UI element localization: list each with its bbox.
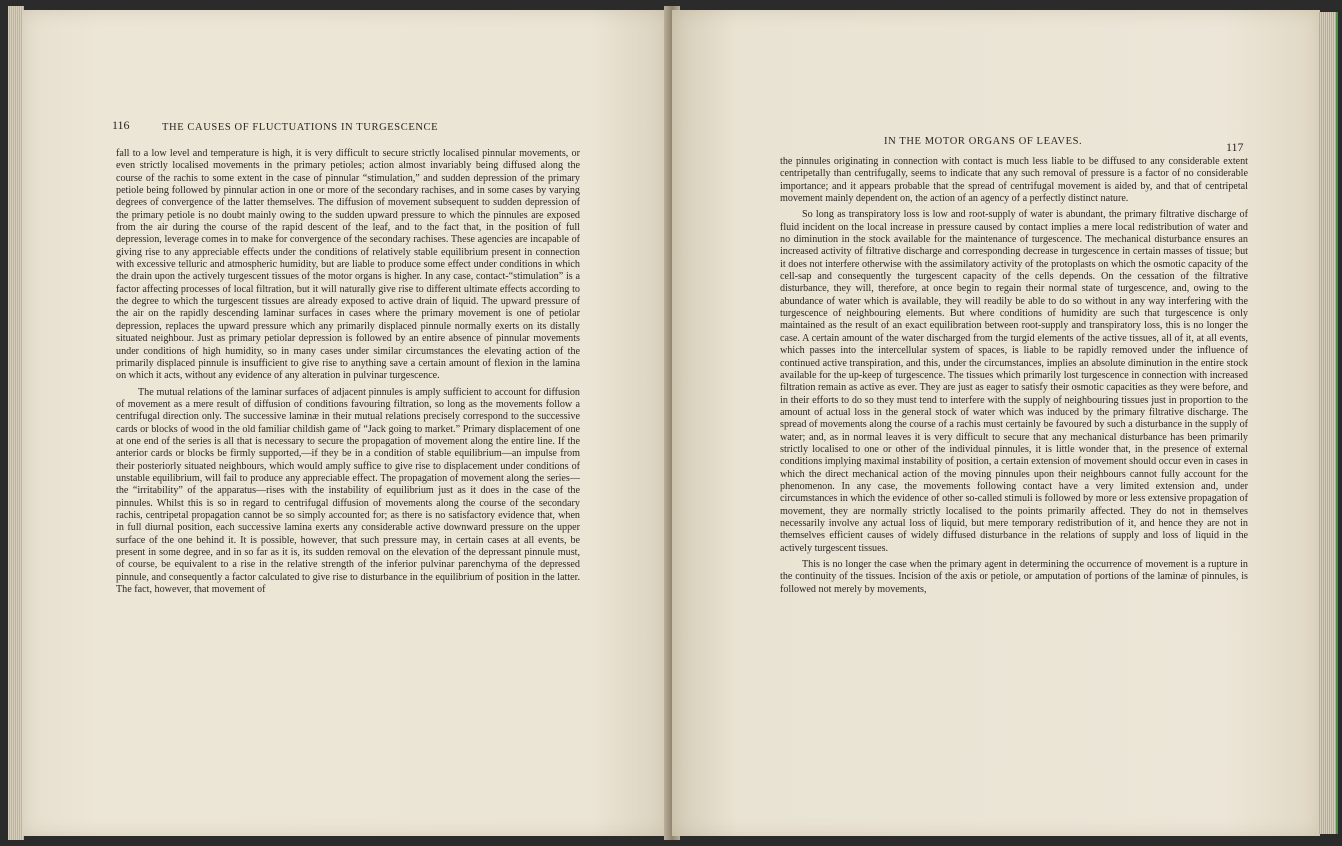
paragraph: the pinnules originating in connection with contact is much less liable to be diffused to any considerable extent centripetally than centrifugally, seems to indicate that any such removal of pressure is a factor of no considerable importance; and it appears probable that the spread of centrifugal movement is aided by, and that of centripetal movement mainly dependent on, the action of an agency of a perfectly distinct nature. [780,156,1248,205]
paragraph: The mutual relations of the laminar surfaces of adjacent pinnules is amply sufficient to account for diffusion of movement as a mere result of diffusion of conditions favouring filtration, so long as the movements follow a centrifugal direction only. The successive laminæ in their mutual relations precisely correspond to the successive cards or blocks of wood in the old familiar childish game of “Jack going to market.” Primary displacement of one at one end of the series is all that is necessary to secure the propagation of movement along the entire line. If the anterior cards or blocks be firmly supported,—if they be in a condition of stable equilibrium—an impulse from their posteriorly situated neighbours, which would amply suffice to give rise to displacement under conditions of unstable equilibrium, will fail to produce any appreciable effect. The propagation of movement along the series—the “irritability” of the apparatus—rises with the instability of equilibrium just as it does in the case of the pinnules. Whilst this is so in regard to centrifugal diffusion of movements along the course of the secondary rachis, centripetal propagation cannot be so simply accounted for; as there is no satisfactory evidence that, when in full diurnal position, each successive lamina exerts any considerable active downward pressure on the upper surface of the one behind it. It is possible, however, that such pressure may, in certain cases at all events, be present in some degree, and in so far as it is, its sudden removal on the elevation of the depressant pinnule must, of course, be equivalent to a rise in the relative strength of the inferior pulvinar parenchyma of the depressed pinnule, and consequently a factor calculated to give rise to disturbance in the equilibrium of position in the latter. The fact, however, that movement of [116,386,580,596]
page-number: 117 [1226,140,1244,154]
right-page [672,10,1320,836]
running-head: IN THE MOTOR ORGANS OF LEAVES. [884,136,1083,147]
paragraph: This is no longer the case when the primary agent in determining the occurrence of movement is a rupture in the continuity of the tissues. Incision of the axis or petiole, or amputation of portions of the laminæ of pinnules, is followed not merely by movements, [780,559,1248,595]
body-text [780,156,1248,596]
left-page [22,10,670,836]
page-number: 116 [112,118,130,132]
right-page-edges [1318,12,1338,834]
body-text [116,148,580,596]
running-head: THE CAUSES OF FLUCTUATIONS IN TURGESCENCE [162,122,439,133]
paragraph: So long as transpiratory loss is low and root-supply of water is abundant, the primary filtrative discharge of fluid incident on the local increase in pressure caused by contact implies a mere local redistribution of water and no diminution in the stock available for the maintenance of turgescence. The mechanical disturbance ensures an increased activity of filtrative discharge and corresponding decrease in turgescence in certain masses of tissue; but it does not interfere otherwise with the assimilatory activity of the protoplasts on which the osmotic capacity of the cell-sap and consequently the turgescent capacity of the cells depends. On the cessation of the filtrative disturbance, they will, therefore, at once begin to regain their normal state of turgescence, and, owing to the abundance of water which is available, they will readily be able to do so without in any way interfering with the turgescence of neighbouring elements. But where conditions of humidity are such that turgescence is only maintained as the result of an exact equilibration between root-supply and transpiratory loss, this is no longer the case. A certain amount of the water discharged from the turgid elements of the active tissues, all of it, at all events, which passes into the intercellular system of spaces, is liable to be rapidly removed under the influence of continued active transpiration, and this, under the circumstances, implies an absolute diminution in the entire stock available for the up-keep of turgescence. The tissues which primarily lost turgescence in connection with increased filtration remain as active as ever. They are just as eager to satisfy their osmotic capacities as they were before, and in their efforts to do so they must tend to interfere with the supply of neighbouring tissues just in proportion to the amount of actual loss in the general stock of water which was induced by the primary filtrative discharge. The spread of movements along the course of a rachis must certainly be favoured by such a disturbance in the supply of water; and, as in normal leaves it is very difficult to secure that any mechanical disturbance has been primarily strictly localised to one or other of the individual pinnules, it is little wonder that, in the presence of external conditions implying maximal instability of position, a certain extension of movement should occur even in cases in which the direct mechanical action of the moving pinnules upon their neighbours cannot fully account for the phenomenon. In any case, the movements following contact have a very limited extension and, under circumstances in which the evidence of other so-called stimuli is followed by more or less extensive propagation of movement, they are normally strictly localised to the points primarily affected. They do not in themselves necessarily involve any actual loss of liquid, but mere temporary redistribution of it, and hence they are not in themselves efficient causes of widely diffused disturbance in the relations of supply and loss of liquid in the actively turgescent tissues. [780,209,1248,554]
paragraph: fall to a low level and temperature is high, it is very difficult to secure strictly localised pinnular movements, or even strictly localised movements in the primary petioles; action almost invariably being diffused along the course of the rachis to some extent in the case of pinnular “stimulation,” and sudden depression of the primary petiole being followed by pinnular action in one or more of the secondary rachises, and in some cases by varying degrees of convergence of the latter themselves. The diffusion of movement subsequent to sudden depression of the primary petiole is no doubt mainly owing to the sudden upward pressure to which the pinnules are exposed from the air during the course of the rapid descent of the leaf, and to the fact that, in the position of full depression, leverage comes in to make for convergence of the secondary rachises. These agencies are incapable of giving rise to any appreciable effects under the conditions of relatively stable equilibrium present in connection with excessive telluric and atmospheric humidity, but are liable to produce some effect under conditions in which the drain upon the actively turgescent tissues of the motor organs is higher. In any case, contact-“stimulation” is a factor affecting processes of local filtration, but it will naturally give rise to different ultimate effects according to the degree to which the turgescent tissues are already exposed to active drain of liquid. The upward pressure of the air on the rapidly descending laminar surfaces in cases where the primary movement is one of petiolar depression, replaces the upward pressure which any primarily displaced pinnule normally exerts on its distally situated neighbour. Just as primary petiolar depression is followed by an entire absence of pinnular movements under conditions of high humidity, so in many cases under similar circumstances the elevating action of the primarily displaced pinnule is insufficient to give rise to anything save a certain amount of flexion in the lamina on which it acts, without any evidence of any alteration in pulvinar turgescence. [116,148,580,382]
